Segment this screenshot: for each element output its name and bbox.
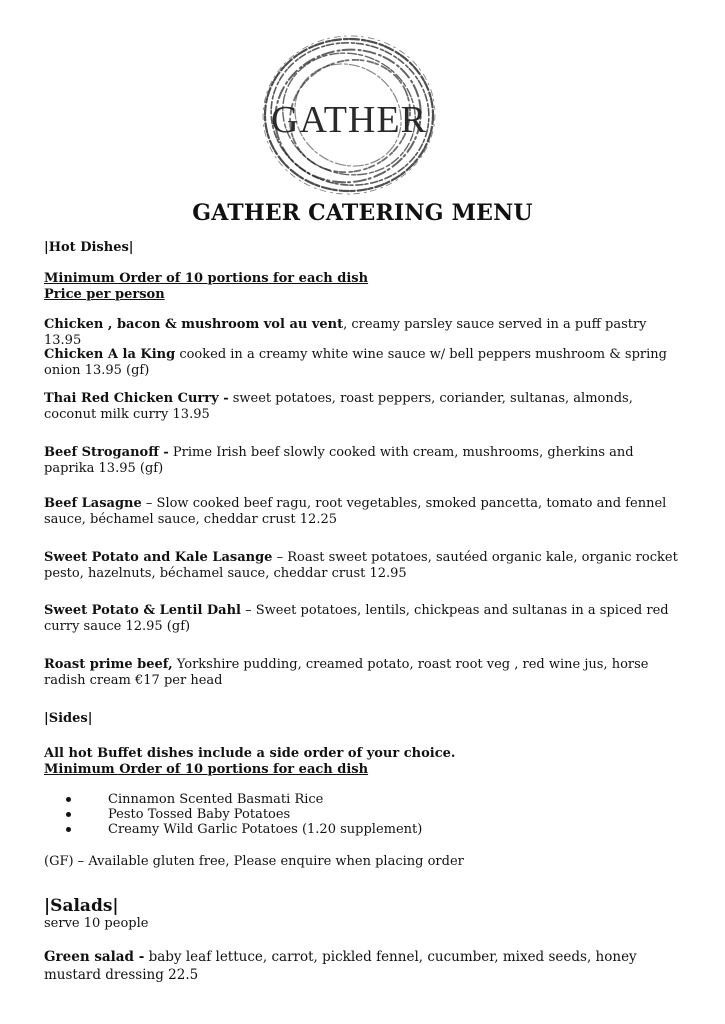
- item-name: Sweet Potato and Kale Lasange: [44, 550, 273, 565]
- hot-dishes-price-note: Price per person: [44, 287, 165, 302]
- salads-heading: |Salads|: [44, 896, 119, 916]
- sides-list: [44, 792, 684, 837]
- menu-item: [44, 347, 684, 379]
- menu-item: [44, 496, 684, 528]
- sides-minimum: Minimum Order of 10 portions for each dish: [44, 762, 369, 777]
- item-desc: sweet potatoes, roast peppers, coriander, sultanas, almonds, coconut milk curry 13.95: [44, 391, 633, 422]
- item-name: Green salad -: [44, 949, 145, 965]
- menu-item: [44, 317, 684, 349]
- menu-item: [44, 657, 684, 689]
- sides-intro: All hot Buffet dishes include a side order of your choice.: [44, 746, 456, 761]
- item-name: Chicken A la King: [44, 347, 176, 362]
- item-desc: – Sweet potatoes, lentils, chickpeas and sultanas in a spiced red curry sauce 12.95 (gf): [44, 603, 669, 634]
- item-desc: – Slow cooked beef ragu, root vegetables, smoked pancetta, tomato and fennel sauce, béchamel sauce, cheddar crust 12.25: [44, 496, 667, 527]
- menu-item: [44, 603, 684, 635]
- menu-item: [44, 391, 684, 423]
- item-desc: baby leaf lettuce, carrot, pickled fennel, cucumber, mixed seeds, honey mustard dressing 22.5: [44, 949, 637, 983]
- item-desc: Prime Irish beef slowly cooked with cream, mushrooms, gherkins and paprika 13.95 (gf): [44, 445, 634, 476]
- item-name: Sweet Potato & Lentil Dahl: [44, 603, 241, 618]
- gluten-free-note: (GF) – Available gluten free, Please enquire when placing order: [44, 854, 464, 869]
- item-desc: – Roast sweet potatoes, sautéed organic kale, organic rocket pesto, hazelnuts, béchamel sauce, cheddar crust 12.95: [44, 550, 678, 581]
- item-desc: Yorkshire pudding, creamed potato, roast root veg , red wine jus, horse radish cream €17 per head: [44, 657, 649, 688]
- menu-title: GATHER CATERING MENU: [192, 200, 533, 226]
- sides-heading: |Sides|: [44, 711, 93, 726]
- menu-item: [44, 445, 684, 477]
- gather-logo: [258, 32, 440, 198]
- hot-dishes-minimum: Minimum Order of 10 portions for each dish: [44, 271, 369, 286]
- item-name: Chicken , bacon & mushroom vol au vent: [44, 317, 344, 332]
- item-desc: cooked in a creamy white wine sauce w/ bell peppers mushroom & spring onion 13.95 (gf): [44, 347, 667, 378]
- menu-item: [44, 550, 684, 582]
- item-name: Beef Stroganoff -: [44, 445, 169, 460]
- svg-text:GATHER: GATHER: [271, 99, 427, 141]
- item-name: Roast prime beef,: [44, 657, 173, 672]
- item-desc: , creamy parsley sauce served in a puff pastry 13.95: [44, 317, 647, 348]
- list-item: Cinnamon Scented Basmati Rice: [44, 792, 684, 807]
- item-name: Beef Lasagne: [44, 496, 142, 511]
- list-item: Creamy Wild Garlic Potatoes (1.20 supplement): [44, 822, 684, 837]
- hot-dishes-heading: |Hot Dishes|: [44, 240, 134, 255]
- salads-serves: serve 10 people: [44, 916, 149, 931]
- list-item: Pesto Tossed Baby Potatoes: [44, 807, 684, 822]
- menu-item: [44, 948, 684, 984]
- item-name: Thai Red Chicken Curry -: [44, 391, 229, 406]
